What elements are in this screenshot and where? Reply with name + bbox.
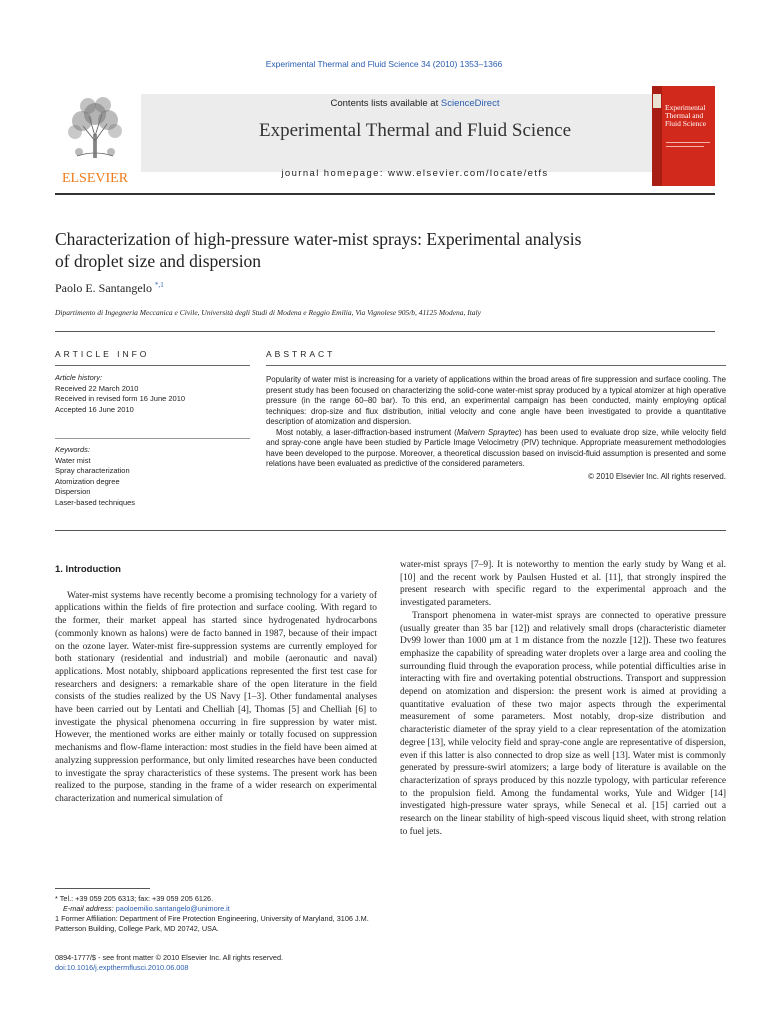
footnote-contact: * Tel.: +39 059 205 6313; fax: +39 059 205 6126.	[55, 894, 214, 903]
author-footnote-marks[interactable]: *,1	[154, 281, 164, 289]
copyright-notice: © 2010 Elsevier Inc. All rights reserved.	[588, 471, 726, 481]
body-paragraph: Transport phenomena in water-mist sprays are connected to operative pressure (usually greater than 35 bar [12]) and relatively small drops (characteristic diameter Dv99 lower than 1000 μm at 1 m distance from the nozzle [12]). These two features emphasize the capability of spreading water droplets over a large area and cooling the surrounding fluid through the evaporation process, while potential difficulties arise in interacting with fire and overtaking potential obstructions. Transport and suppression depend on atomization and dispersion: the present work is aimed at providing a quantitative evaluation of these two major aspects through the experimental measurement of some parameters. Most notably, drop-size distribution and characteristic diameter of the spray yield to a clear representation of the atomization degree [13], while velocity field and spray-cone angle are representative of dispersion, even if this latter is also connected to drop size as well [13]. Water mist is commonly generated by pressure-swirl atomizers; a large body of literature is available on the characterization of sprays produced by this nozzle typology, with particular reference to the propulsion field. Among the fundamental works, Yule and Widger [14] investigated high-pressure water sprays, while Senecal et al. [15] carried out a research on the linear stability of high-speed viscous liquid sheet, with strong relation to fuel jets.	[400, 610, 726, 837]
author-affiliation: Dipartimento di Ingegneria Meccanica e Civile, Università degli Studi di Modena e Reggio Emilia, Via Vignolese 905/b, 41125 Modena, Italy	[55, 308, 481, 317]
masthead-rule	[55, 193, 715, 195]
journal-masthead	[55, 86, 715, 186]
svg-text:Fluid Science: Fluid Science	[665, 119, 707, 128]
keyword-item: Atomization degree	[55, 476, 120, 486]
body-column-right	[400, 559, 726, 838]
journal-homepage[interactable]: journal homepage: www.elsevier.com/locate/etfs	[281, 168, 549, 179]
article-info-rule	[55, 365, 250, 366]
abstract-bottom-rule	[55, 530, 726, 531]
history-item: Received in revised form 16 June 2010	[55, 394, 186, 403]
issn-line: 0894-1777/$ - see front matter © 2010 Elsevier Inc. All rights reserved.	[55, 953, 284, 962]
keyword-item: Dispersion	[55, 487, 91, 496]
keyword-item: Laser-based techniques	[55, 497, 136, 507]
body-column-left	[55, 564, 377, 806]
elsevier-wordmark: ELSEVIER	[61, 171, 129, 186]
article-author: Paolo E. Santangelo $^{*,1}$	[55, 281, 164, 295]
article-title: Characterization of high-pressure water-mist sprays: Experimental analysis of droplet size and dispersion	[55, 229, 582, 271]
keyword-item: Water mist	[55, 455, 91, 465]
keywords-list: Keywords: Water mist Spray characterization Atomization degree Dispersion Laser-based techniques	[55, 445, 250, 508]
elsevier-tree-logo	[55, 86, 135, 186]
keywords-rule	[55, 438, 250, 439]
body-paragraph: Water-mist systems have recently become a promising technology for a variety of applications within the fields of fire protection and surface cooling. With regard to the former, their market appeal has started since hydrogenated hydrocarbons (commonly known as halons) were de facto banned in 1987, because of their impact on the ozone layer. Water-mist fire-suppression systems are currently employed for both stationary (residential and industrial) and mobile (aeronautic and naval) applications. Most notably, shipboard applications represented the first test case for researchers and designers: a remarkable share of the open literature in the field consists of the studies realized by the US Navy [1–3]. Other fundamental analyses have been carried out by Lentati and Chelliah [4], Thomas [5] and Chelliah [6] to investigate the physical phenomena occurring in fire suppression by water mist. However, the mentioned works are either mainly or totally focused on suppression mechanisms and flow-flame interaction: most studies in the field have been aimed at analyzing suppression performance, but only limited researches have been conducted to investigate the spray characteristics of these systems. The present work has been realized to the purpose, standing in the frame of a wider research on experimental characterization and numerical simulation of	[55, 590, 377, 804]
abstract-paragraph-1: Popularity of water mist is increasing for a variety of applications within the broad areas of fire suppression and surface cooling. The present study has been focused on characterizing the solid-cone water-mist spray produced by a typical atomizer at high operative pressure (in the range 60–80 bar). To this end, an experimental campaign has been conducted, mainly employing optical techniques: drop-size and flux distribution, initial velocity and cone angle have been investigated to provide a quantitative description of atomization and dispersion.	[266, 375, 726, 426]
header-rule	[55, 331, 715, 332]
issn-doi-block	[55, 953, 377, 973]
journal-cover-thumbnail	[652, 86, 715, 186]
article-info-label: ARTICLE INFO	[55, 349, 150, 359]
history-item: Received 22 March 2010	[55, 383, 139, 393]
abstract-label: ABSTRACT	[266, 349, 336, 359]
sciencedirect-link[interactable]: ScienceDirect	[440, 98, 500, 109]
svg-text:Thermal and: Thermal and	[665, 111, 704, 120]
author-email-link[interactable]: paoloemilio.santangelo@unimore.it	[115, 904, 230, 913]
history-item: Accepted 16 June 2010	[55, 404, 134, 414]
article-history: Article history: Received 22 March 2010 Received in revised form 16 June 2010 Accepted 16 June 2010	[55, 373, 250, 415]
svg-text:Experimental: Experimental	[665, 103, 706, 112]
footnotes: * Tel.: +39 059 205 6313; fax: +39 059 205 6126. E-mail address: paoloemilio.santangelo@unimore.it 1 Former Affiliation: Department of Fire Protection Engineering, University of Maryland, 3106 J.M. Patterson Building, College Park, MD 20742, USA.	[55, 894, 377, 934]
journal-title: Experimental Thermal and Fluid Science	[259, 120, 571, 141]
keyword-item: Spray characterization	[55, 466, 130, 475]
body-paragraph: water-mist sprays [7–9]. It is noteworthy to mention the early study by Wang et al. [10] and the recent work by Paulsen Husted et al. [11], that strongly inspired the present research with specific regard to the experimental approach and the investigated parameters.	[400, 560, 726, 609]
abstract-rule	[266, 365, 726, 366]
section-heading-introduction: 1. Introduction	[55, 564, 121, 575]
journal-citation[interactable]: Experimental Thermal and Fluid Science 34 (2010) 1353–1366	[265, 59, 503, 69]
footnote-rule	[55, 888, 150, 889]
abstract-paragraph-2: Most notably, a laser-diffraction-based instrument (Malvern Spraytec) has been used to evaluate drop size, while velocity field and spray-cone angle have been studied by Particle Image Velocimetry (PIV) technique. Appropriate measurement methodologies have been developed to the purpose. Moreover, a theoretical discussion based on inviscid-fluid assumption is presented and some relations have been evaluated as predictive of the considered parameters.	[266, 427, 727, 468]
abstract-text	[266, 375, 726, 482]
contents-available: Contents lists available at ScienceDirect	[330, 98, 500, 109]
journal-banner	[141, 94, 689, 179]
doi-link[interactable]: doi:10.1016/j.expthermflusci.2010.06.008	[55, 963, 189, 972]
footnote-former-affiliation: 1 Former Affiliation: Department of Fire Protection Engineering, University of Maryland, 3106 J.M. Patterson Building, College Park, MD 20742, USA.	[55, 914, 369, 933]
